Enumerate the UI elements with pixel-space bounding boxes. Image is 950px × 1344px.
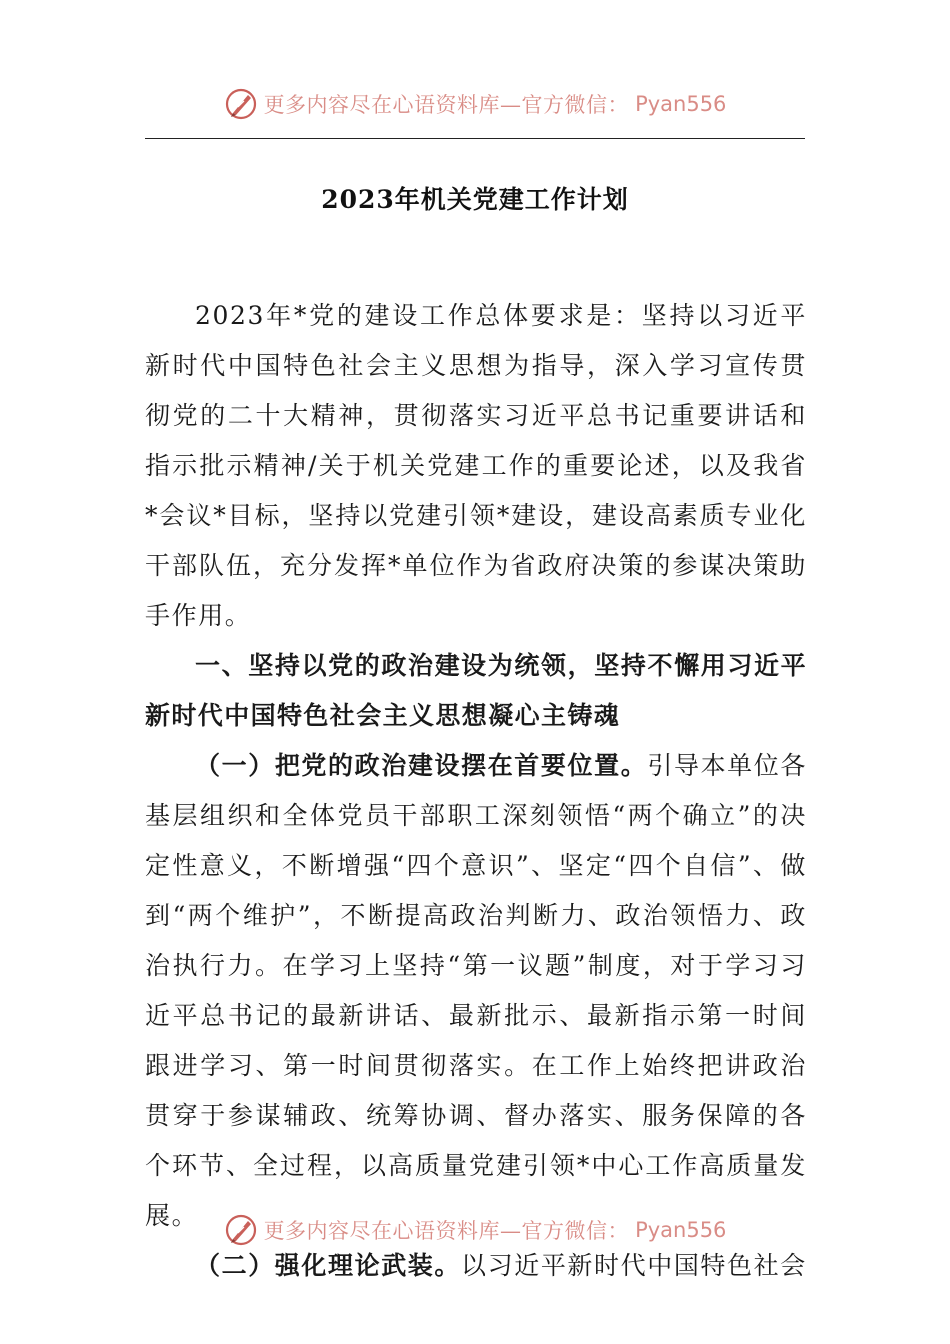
- section-heading: 一、坚持以党的政治建设为统领，坚持不懈用习近平新时代中国特色社会主义思想凝心主铸魂: [145, 651, 807, 730]
- item-1-body: 引导本单位各基层组织和全体党员干部职工深刻领悟“两个确立”的决定性意义，不断增强“四个意识”、坚定“四个自信”、做到“两个维护”，不断提高政治判断力、政治领悟力、政治执行力。在学习上坚持“第一议题”制度，对于学习习近平总书记的最新讲话、最新批示、最新指示第一时间跟进学习、第一时间贯彻落实。在工作上始终把讲政治贯穿于参谋辅政、统筹协调、督办落实、服务保障的各个环节、全过程，以高质量党建引领*中心工作高质量发展。: [145, 751, 808, 1230]
- header-divider: [145, 138, 805, 139]
- item-2-title: （二）强化理论武装。: [195, 1251, 462, 1280]
- banner-wechat-id: Pyan556: [635, 92, 727, 116]
- banner-text: 更多内容尽在心语资料库—官方微信：: [263, 1219, 630, 1243]
- document-body: [145, 291, 807, 1291]
- item-paragraph-1: [145, 741, 807, 1241]
- item-1-title: （一）把党的政治建设摆在首要位置。: [195, 751, 648, 780]
- footer-banner: [0, 1210, 950, 1250]
- header-banner: [0, 84, 950, 124]
- quill-pen-logo-icon: [224, 87, 258, 121]
- quill-pen-logo-icon: [224, 1213, 258, 1247]
- banner-wechat-id: Pyan556: [635, 1218, 727, 1242]
- document-title: 2023年机关党建工作计划: [321, 185, 629, 214]
- banner-text: 更多内容尽在心语资料库—官方微信：: [263, 93, 630, 117]
- item-2-body: 以习近平新时代中国特色社会: [461, 1251, 807, 1280]
- intro-paragraph: 2023年*党的建设工作总体要求是：坚持以习近平新时代中国特色社会主义思想为指导，深入学习宣传贯彻党的二十大精神，贯彻落实习近平总书记重要讲话和指示批示精神/关于机关党建工作的重要论述，以及我省*会议*目标，坚持以党建引领*建设，建设高素质专业化干部队伍，充分发挥*单位作为省政府决策的参谋决策助手作用。: [145, 301, 807, 630]
